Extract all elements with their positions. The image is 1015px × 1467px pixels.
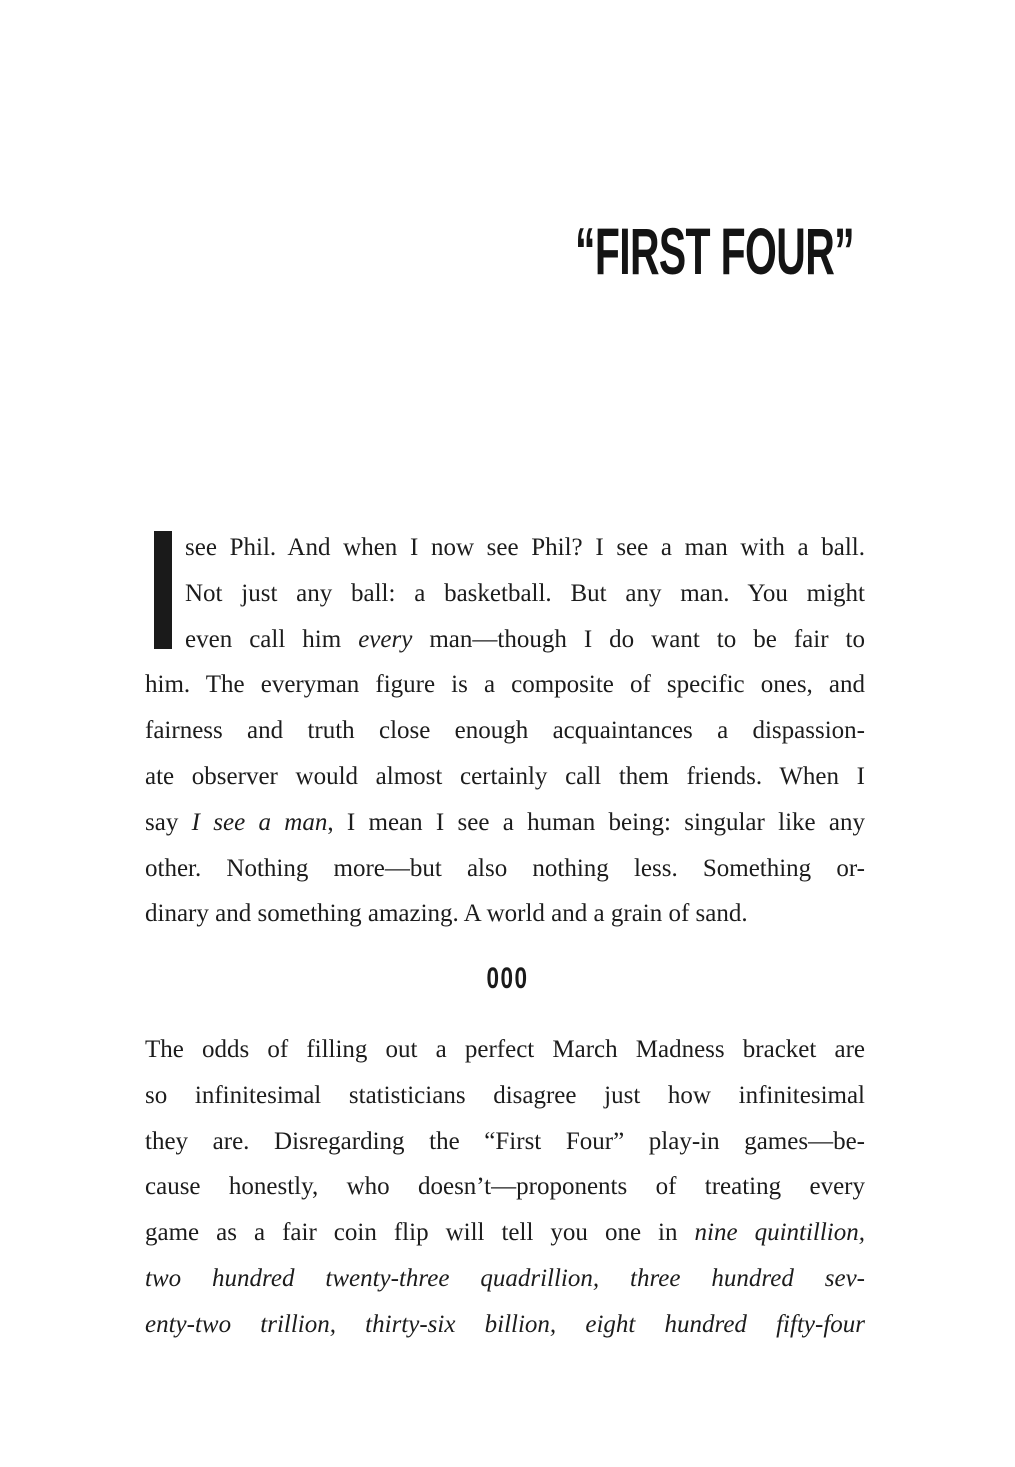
emphasis-text: I see a man [191, 808, 328, 836]
paragraph-line: ate observer would almost certainly call them friends. When I [145, 762, 865, 790]
paragraph-line: say I see a man, I mean I see a human being: singular like any [145, 808, 865, 836]
paragraph-line: him. The everyman figure is a composite of specific ones, and [145, 671, 865, 699]
paragraph-line: dinary and something amazing. A world and a grain of sand. [145, 900, 748, 928]
paragraph-line: see Phil. And when I now see Phil? I see a man with a ball. [185, 534, 865, 561]
section-break-ornament: 000 [486, 962, 529, 995]
emphasis-text: enty-two trillion, thirty-six billion, eight hundred fifty-four [145, 1310, 865, 1338]
chapter-title: “FIRST FOUR” [575, 214, 854, 288]
paragraph-line: The odds of filling out a perfect March Madness bracket are [145, 1036, 865, 1063]
paragraph-line [145, 1302, 865, 1348]
paragraph-line [145, 1256, 865, 1302]
paragraph-line: other. Nothing more—but also nothing less. Something or- [145, 854, 865, 882]
paragraph-line: even call him every man—though I do want to be fair to [185, 625, 865, 653]
emphasis-text: two hundred twenty-three quadrillion, three hundred sev- [145, 1264, 865, 1292]
paragraph-line: fairness and truth close enough acquaintances a dispassion- [145, 717, 865, 745]
paragraph-line: Not just any ball: a basketball. But any man. You might [185, 579, 865, 607]
emphasis-text: nine quintillion, [694, 1219, 865, 1247]
paragraph-line: so infinitesimal statisticians disagree just how infinitesimal [145, 1081, 865, 1109]
emphasis-text: every [358, 625, 413, 653]
opening-paragraph [145, 525, 865, 937]
paragraph-line: cause honestly, who doesn’t—proponents of treating every [145, 1173, 865, 1201]
paragraph-line: they are. Disregarding the “First Four” play-in games—be- [145, 1127, 865, 1155]
second-paragraph [145, 1027, 865, 1348]
paragraph-line: game as a fair coin flip will tell you one in nine quintillion, [145, 1219, 865, 1247]
